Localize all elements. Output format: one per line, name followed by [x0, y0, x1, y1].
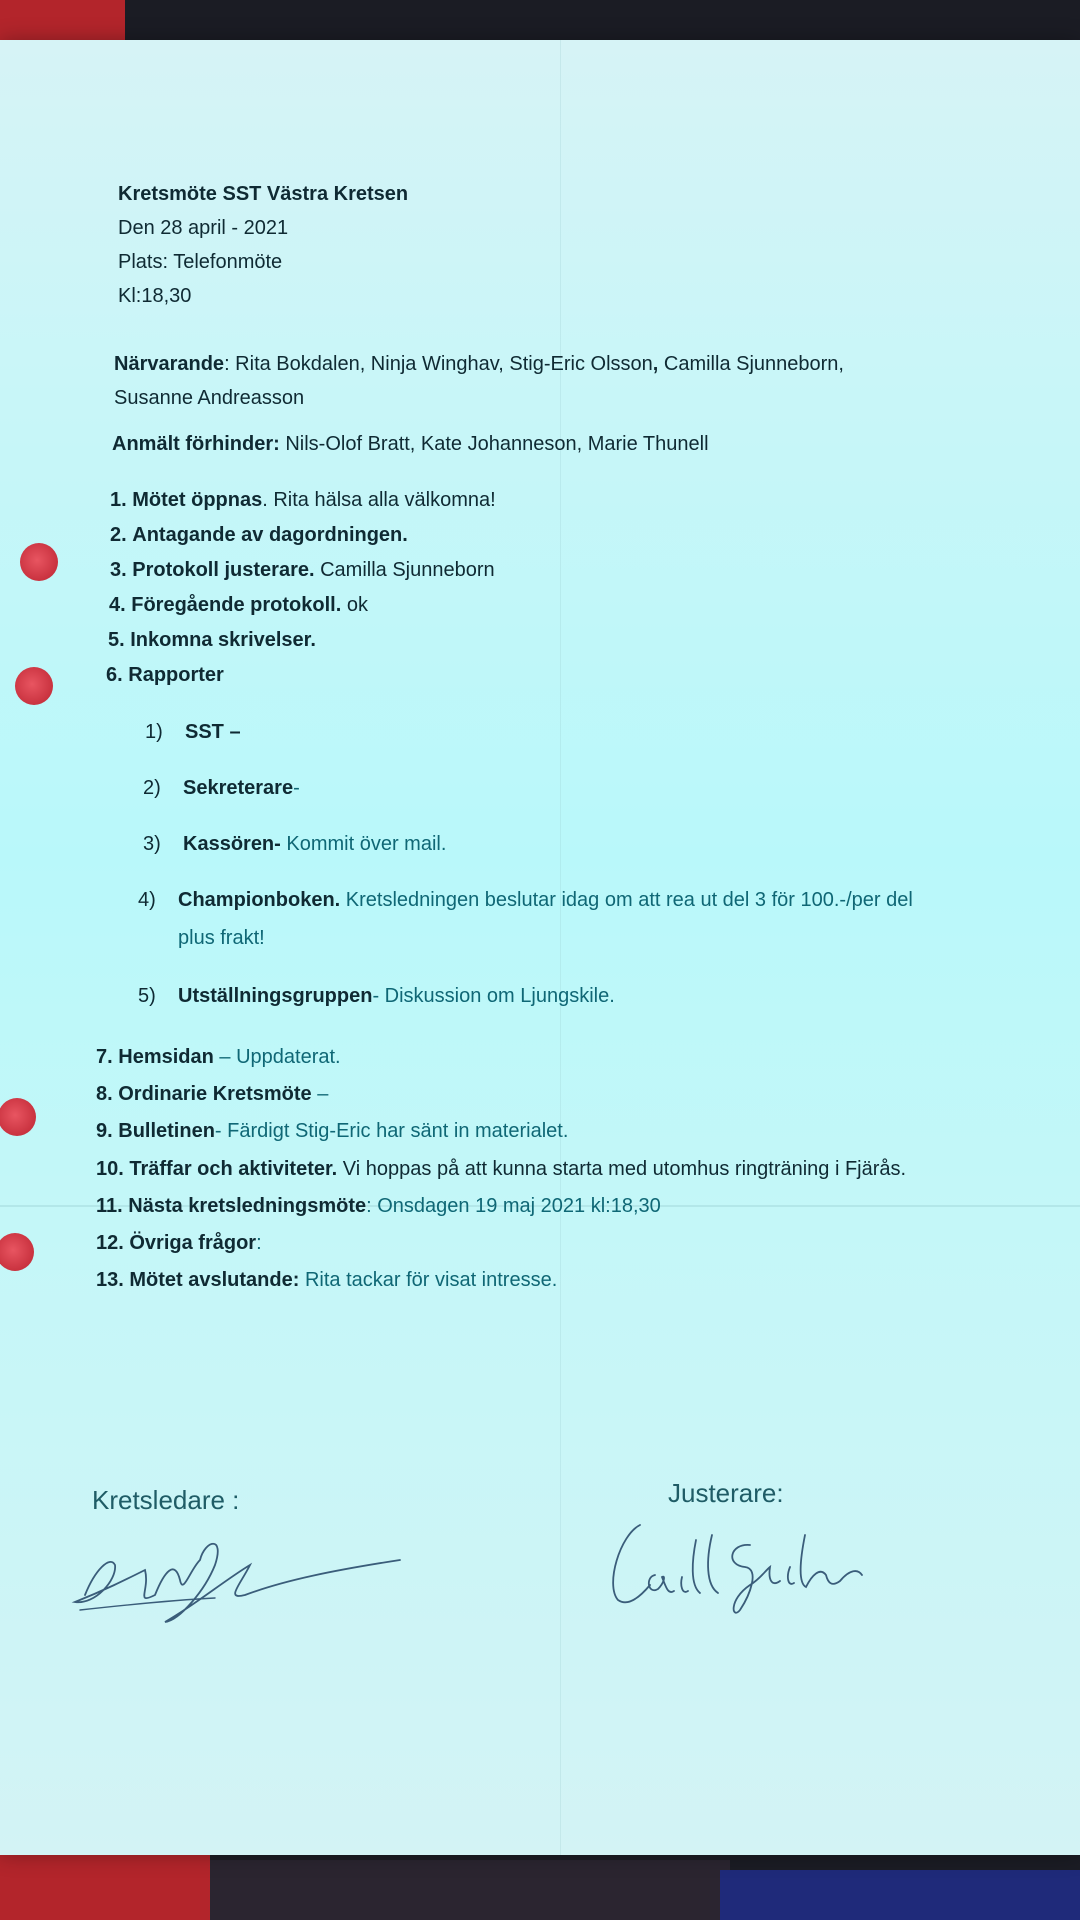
- agenda-item-title: Övriga frågor: [129, 1232, 257, 1254]
- adjuster-label: Justerare:: [668, 1478, 784, 1508]
- agenda-item-text: –: [311, 1083, 329, 1105]
- report-title: Sekreterare: [183, 777, 294, 799]
- punch-hole-marker: [0, 1233, 34, 1271]
- report-text: - Diskussion om Ljungskile.: [372, 985, 615, 1007]
- agenda-item-title: Mötet avslutande:: [129, 1269, 300, 1291]
- agenda-item: [109, 594, 368, 617]
- report-marker: 3): [143, 833, 161, 855]
- agenda-item-text: ok: [341, 594, 368, 616]
- agenda-item: [96, 1083, 328, 1106]
- backdrop-blue-object: [720, 1870, 1080, 1920]
- report-title: SST –: [185, 721, 241, 743]
- report-text: Kretsledningen beslutar idag om att rea ut del 3 för 100.-/per del: [340, 889, 913, 911]
- report-marker: 5): [138, 985, 156, 1007]
- report-title: Kassören-: [183, 833, 281, 855]
- agenda-item-title: Inkomna skrivelser.: [130, 629, 316, 651]
- agenda-item: [96, 1269, 557, 1292]
- report-marker: 1): [145, 721, 163, 743]
- agenda-item-text: . Rita hälsa alla välkomna!: [262, 489, 496, 511]
- attendees-names-line2: Susanne Andreasson: [114, 387, 305, 409]
- agenda-item-number: 6.: [106, 664, 123, 686]
- agenda-item-number: 8.: [96, 1083, 113, 1105]
- agenda-item-title: Föregående protokoll.: [131, 594, 342, 616]
- attendees-comma: ,: [652, 353, 659, 375]
- report-text: Kommit över mail.: [280, 833, 447, 855]
- document-title: Kretsmöte SST Västra Kretsen: [118, 183, 409, 205]
- agenda-item: [110, 489, 496, 512]
- paper-fold-vertical: [560, 40, 561, 1855]
- agenda-item-title: Träffar och aktiviteter.: [129, 1158, 338, 1180]
- meeting-header: [118, 177, 408, 313]
- agenda-item-number: 11.: [96, 1195, 123, 1217]
- agenda-item: [110, 524, 408, 547]
- agenda-item-number: 10.: [96, 1158, 124, 1180]
- agenda-item-text: Vi hoppas på att kunna starta med utomhus ringträning i Fjärås.: [337, 1158, 907, 1180]
- agenda-item: [108, 629, 316, 652]
- attendees-names: : Rita Bokdalen, Ninja Winghav, Stig-Eric Olsson: [224, 353, 653, 375]
- agenda-item-text: Rita tackar för visat intresse.: [299, 1269, 558, 1291]
- agenda-item-text: – Uppdaterat.: [213, 1046, 341, 1068]
- attendees-section: [114, 347, 974, 415]
- chairperson-signature: [65, 1510, 415, 1630]
- agenda-item-number: 13.: [96, 1269, 124, 1291]
- agenda-item-number: 1.: [110, 489, 127, 511]
- report-marker: 4): [138, 889, 156, 911]
- report-title: Championboken.: [178, 889, 341, 911]
- agenda-item-text: : Onsdagen 19 maj 2021 kl:18,30: [366, 1195, 661, 1217]
- report-text: -: [293, 777, 300, 799]
- agenda-item: [96, 1158, 906, 1181]
- punch-hole-marker: [15, 667, 53, 705]
- report-item: [143, 833, 446, 856]
- report-item: [138, 985, 615, 1008]
- absent-label: Anmält förhinder:: [112, 433, 280, 455]
- agenda-item-title: Rapporter: [128, 664, 224, 686]
- agenda-item-number: 5.: [108, 629, 125, 651]
- meeting-date: Den 28 april - 2021: [118, 217, 289, 239]
- agenda-item: [110, 559, 495, 582]
- agenda-item: [96, 1120, 568, 1143]
- agenda-item-title: Protokoll justerare.: [132, 559, 315, 581]
- agenda-item: [106, 664, 224, 687]
- absent-section: [112, 433, 709, 456]
- agenda-item: [96, 1195, 661, 1218]
- report-item: [143, 777, 300, 800]
- agenda-item-number: 4.: [109, 594, 126, 616]
- agenda-item-title: Antagande av dagordningen.: [132, 524, 408, 546]
- punch-hole-marker: [0, 1098, 36, 1136]
- report-title: Utställningsgruppen: [178, 985, 373, 1007]
- agenda-item-number: 9.: [96, 1120, 113, 1142]
- chairperson-label: Kretsledare :: [92, 1485, 240, 1515]
- agenda-item-title: Bulletinen: [118, 1120, 215, 1142]
- document-page: [0, 40, 1080, 1855]
- meeting-time: Kl:18,30: [118, 285, 192, 307]
- report-item: [138, 889, 913, 912]
- agenda-item-number: 3.: [110, 559, 127, 581]
- agenda-item: [96, 1046, 341, 1069]
- attendees-names-end: Camilla Sjunneborn,: [658, 353, 844, 375]
- agenda-item-number: 2.: [110, 524, 127, 546]
- report-text-continued: plus frakt!: [178, 927, 265, 949]
- agenda-item-title: Mötet öppnas: [132, 489, 263, 511]
- backdrop-table: [210, 1860, 730, 1920]
- absent-names: Nils-Olof Bratt, Kate Johanneson, Marie Thunell: [279, 433, 709, 455]
- adjuster-signature: [600, 1505, 960, 1625]
- backdrop-red-cover-bottom: [0, 1850, 210, 1920]
- agenda-item: [96, 1232, 262, 1255]
- agenda-item-text: - Färdigt Stig-Eric har sänt in materialet.: [214, 1120, 569, 1142]
- agenda-item-title: Hemsidan: [118, 1046, 214, 1068]
- agenda-item-title: Ordinarie Kretsmöte: [118, 1083, 312, 1105]
- agenda-item-title: Nästa kretsledningsmöte: [128, 1195, 367, 1217]
- report-item: [145, 721, 241, 744]
- agenda-item-number: 7.: [96, 1046, 113, 1068]
- attendees-label: Närvarande: [114, 353, 225, 375]
- agenda-item-text: Camilla Sjunneborn: [314, 559, 495, 581]
- report-marker: 2): [143, 777, 161, 799]
- agenda-item-text: :: [256, 1232, 262, 1254]
- meeting-place: Plats: Telefonmöte: [118, 251, 283, 273]
- agenda-item-number: 12.: [96, 1232, 124, 1254]
- punch-hole-marker: [20, 543, 58, 581]
